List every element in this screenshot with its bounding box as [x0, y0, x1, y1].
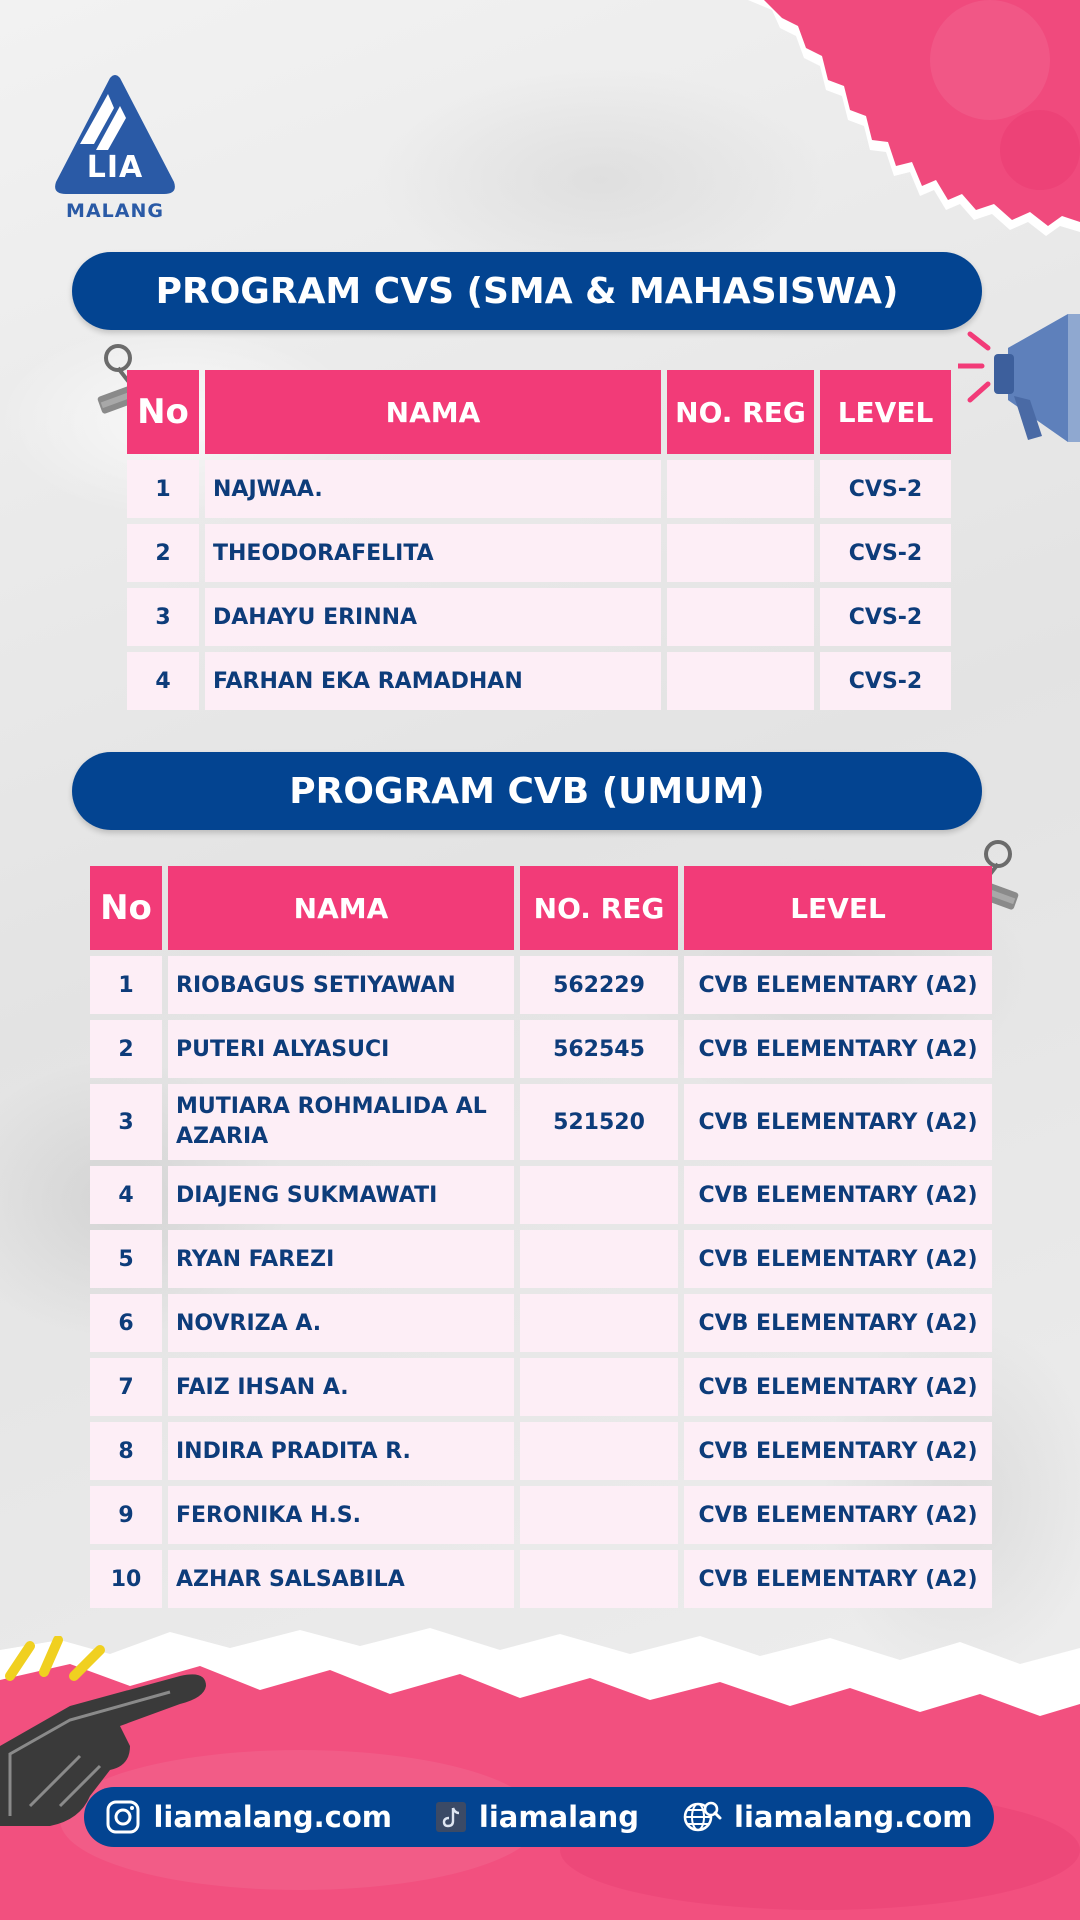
- cvs-participants-table: [121, 364, 957, 716]
- cell-nama: FAIZ IHSAN A.: [168, 1358, 514, 1416]
- torn-paper-top-decoration: [730, 0, 1080, 240]
- cell-nama: PUTERI ALYASUCI: [168, 1020, 514, 1078]
- table-row: [90, 1550, 992, 1608]
- table-row: [90, 1230, 992, 1288]
- cell-no: 1: [90, 956, 162, 1014]
- table-row: [90, 1422, 992, 1480]
- column-header-nama: NAMA: [205, 370, 661, 454]
- cell-reg: [667, 524, 814, 582]
- cell-no: 10: [90, 1550, 162, 1608]
- instagram-link[interactable]: [105, 1799, 392, 1835]
- cell-nama: NAJWAA.: [205, 460, 661, 518]
- table-row: [127, 460, 951, 518]
- cell-nama: DAHAYU ERINNA: [205, 588, 661, 646]
- website-label: liamalang.com: [734, 1800, 973, 1834]
- cell-no: 9: [90, 1486, 162, 1544]
- cell-reg: [667, 588, 814, 646]
- cell-no: 1: [127, 460, 199, 518]
- instagram-icon: [105, 1799, 141, 1835]
- cell-nama: RYAN FAREZI: [168, 1230, 514, 1288]
- cell-reg: [520, 1486, 678, 1544]
- column-header-nama: NAMA: [168, 866, 514, 950]
- tiktok-label: liamalang: [478, 1800, 640, 1834]
- cell-reg: [667, 460, 814, 518]
- cell-level: CVB ELEMENTARY (A2): [684, 956, 992, 1014]
- cell-nama: INDIRA PRADITA R.: [168, 1422, 514, 1480]
- cell-reg: [520, 1422, 678, 1480]
- column-header-level: LEVEL: [684, 866, 992, 950]
- cell-reg: [520, 1550, 678, 1608]
- table-row: [90, 956, 992, 1014]
- cell-level: CVB ELEMENTARY (A2): [684, 1084, 992, 1160]
- cvb-section-title: PROGRAM CVB (UMUM): [72, 752, 982, 830]
- cell-level: CVS-2: [820, 652, 951, 710]
- cell-nama: FERONIKA H.S.: [168, 1486, 514, 1544]
- cell-nama: MUTIARA ROHMALIDA AL AZARIA: [168, 1084, 514, 1160]
- cell-level: CVB ELEMENTARY (A2): [684, 1294, 992, 1352]
- tiktok-link[interactable]: [435, 1800, 639, 1834]
- table-row: [90, 1084, 992, 1160]
- cell-no: 2: [90, 1020, 162, 1078]
- cell-reg: [520, 1166, 678, 1224]
- column-header-reg: NO. REG: [520, 866, 678, 950]
- cell-level: CVS-2: [820, 460, 951, 518]
- cell-level: CVB ELEMENTARY (A2): [684, 1358, 992, 1416]
- social-footer-bar: [84, 1787, 994, 1847]
- table-row: [127, 524, 951, 582]
- cell-level: CVS-2: [820, 588, 951, 646]
- logo-lia-text: LIA: [86, 150, 144, 185]
- globe-search-icon: [682, 1799, 722, 1835]
- table-row: [90, 1486, 992, 1544]
- table-row: [90, 1020, 992, 1078]
- cell-no: 6: [90, 1294, 162, 1352]
- table-row: [90, 1294, 992, 1352]
- cell-level: CVB ELEMENTARY (A2): [684, 1550, 992, 1608]
- table-header-row: [127, 370, 951, 454]
- cell-level: CVB ELEMENTARY (A2): [684, 1020, 992, 1078]
- cell-level: CVB ELEMENTARY (A2): [684, 1230, 992, 1288]
- cell-no: 5: [90, 1230, 162, 1288]
- cell-nama: FARHAN EKA RAMADHAN: [205, 652, 661, 710]
- cell-reg: 562229: [520, 956, 678, 1014]
- cell-reg: 562545: [520, 1020, 678, 1078]
- lia-malang-logo: [50, 72, 180, 222]
- cell-nama: NOVRIZA A.: [168, 1294, 514, 1352]
- column-header-no: No: [127, 370, 199, 454]
- table-row: [90, 1358, 992, 1416]
- column-header-reg: NO. REG: [667, 370, 814, 454]
- cell-level: CVB ELEMENTARY (A2): [684, 1422, 992, 1480]
- column-header-level: LEVEL: [820, 370, 951, 454]
- cell-no: 4: [90, 1166, 162, 1224]
- table-row: [127, 588, 951, 646]
- cell-no: 2: [127, 524, 199, 582]
- column-header-no: No: [90, 866, 162, 950]
- table-row: [90, 1166, 992, 1224]
- cell-no: 7: [90, 1358, 162, 1416]
- table-row: [127, 652, 951, 710]
- cell-nama: THEODORAFELITA: [205, 524, 661, 582]
- cell-reg: 521520: [520, 1084, 678, 1160]
- cell-level: CVB ELEMENTARY (A2): [684, 1166, 992, 1224]
- instagram-label: liamalang.com: [153, 1800, 392, 1834]
- cell-level: CVB ELEMENTARY (A2): [684, 1486, 992, 1544]
- website-link[interactable]: [682, 1799, 973, 1835]
- cell-no: 4: [127, 652, 199, 710]
- logo-city-text: MALANG: [66, 200, 164, 222]
- tiktok-icon: [435, 1801, 467, 1833]
- cell-reg: [520, 1230, 678, 1288]
- cell-no: 8: [90, 1422, 162, 1480]
- cell-reg: [667, 652, 814, 710]
- megaphone-icon: [958, 308, 1080, 458]
- cell-reg: [520, 1358, 678, 1416]
- cell-level: CVS-2: [820, 524, 951, 582]
- cvs-section-title: PROGRAM CVS (SMA & MAHASISWA): [72, 252, 982, 330]
- cell-reg: [520, 1294, 678, 1352]
- table-header-row: [90, 866, 992, 950]
- cell-no: 3: [127, 588, 199, 646]
- cell-nama: DIAJENG SUKMAWATI: [168, 1166, 514, 1224]
- cell-no: 3: [90, 1084, 162, 1160]
- cell-nama: AZHAR SALSABILA: [168, 1550, 514, 1608]
- cvb-participants-table: [84, 860, 998, 1614]
- cell-nama: RIOBAGUS SETIYAWAN: [168, 956, 514, 1014]
